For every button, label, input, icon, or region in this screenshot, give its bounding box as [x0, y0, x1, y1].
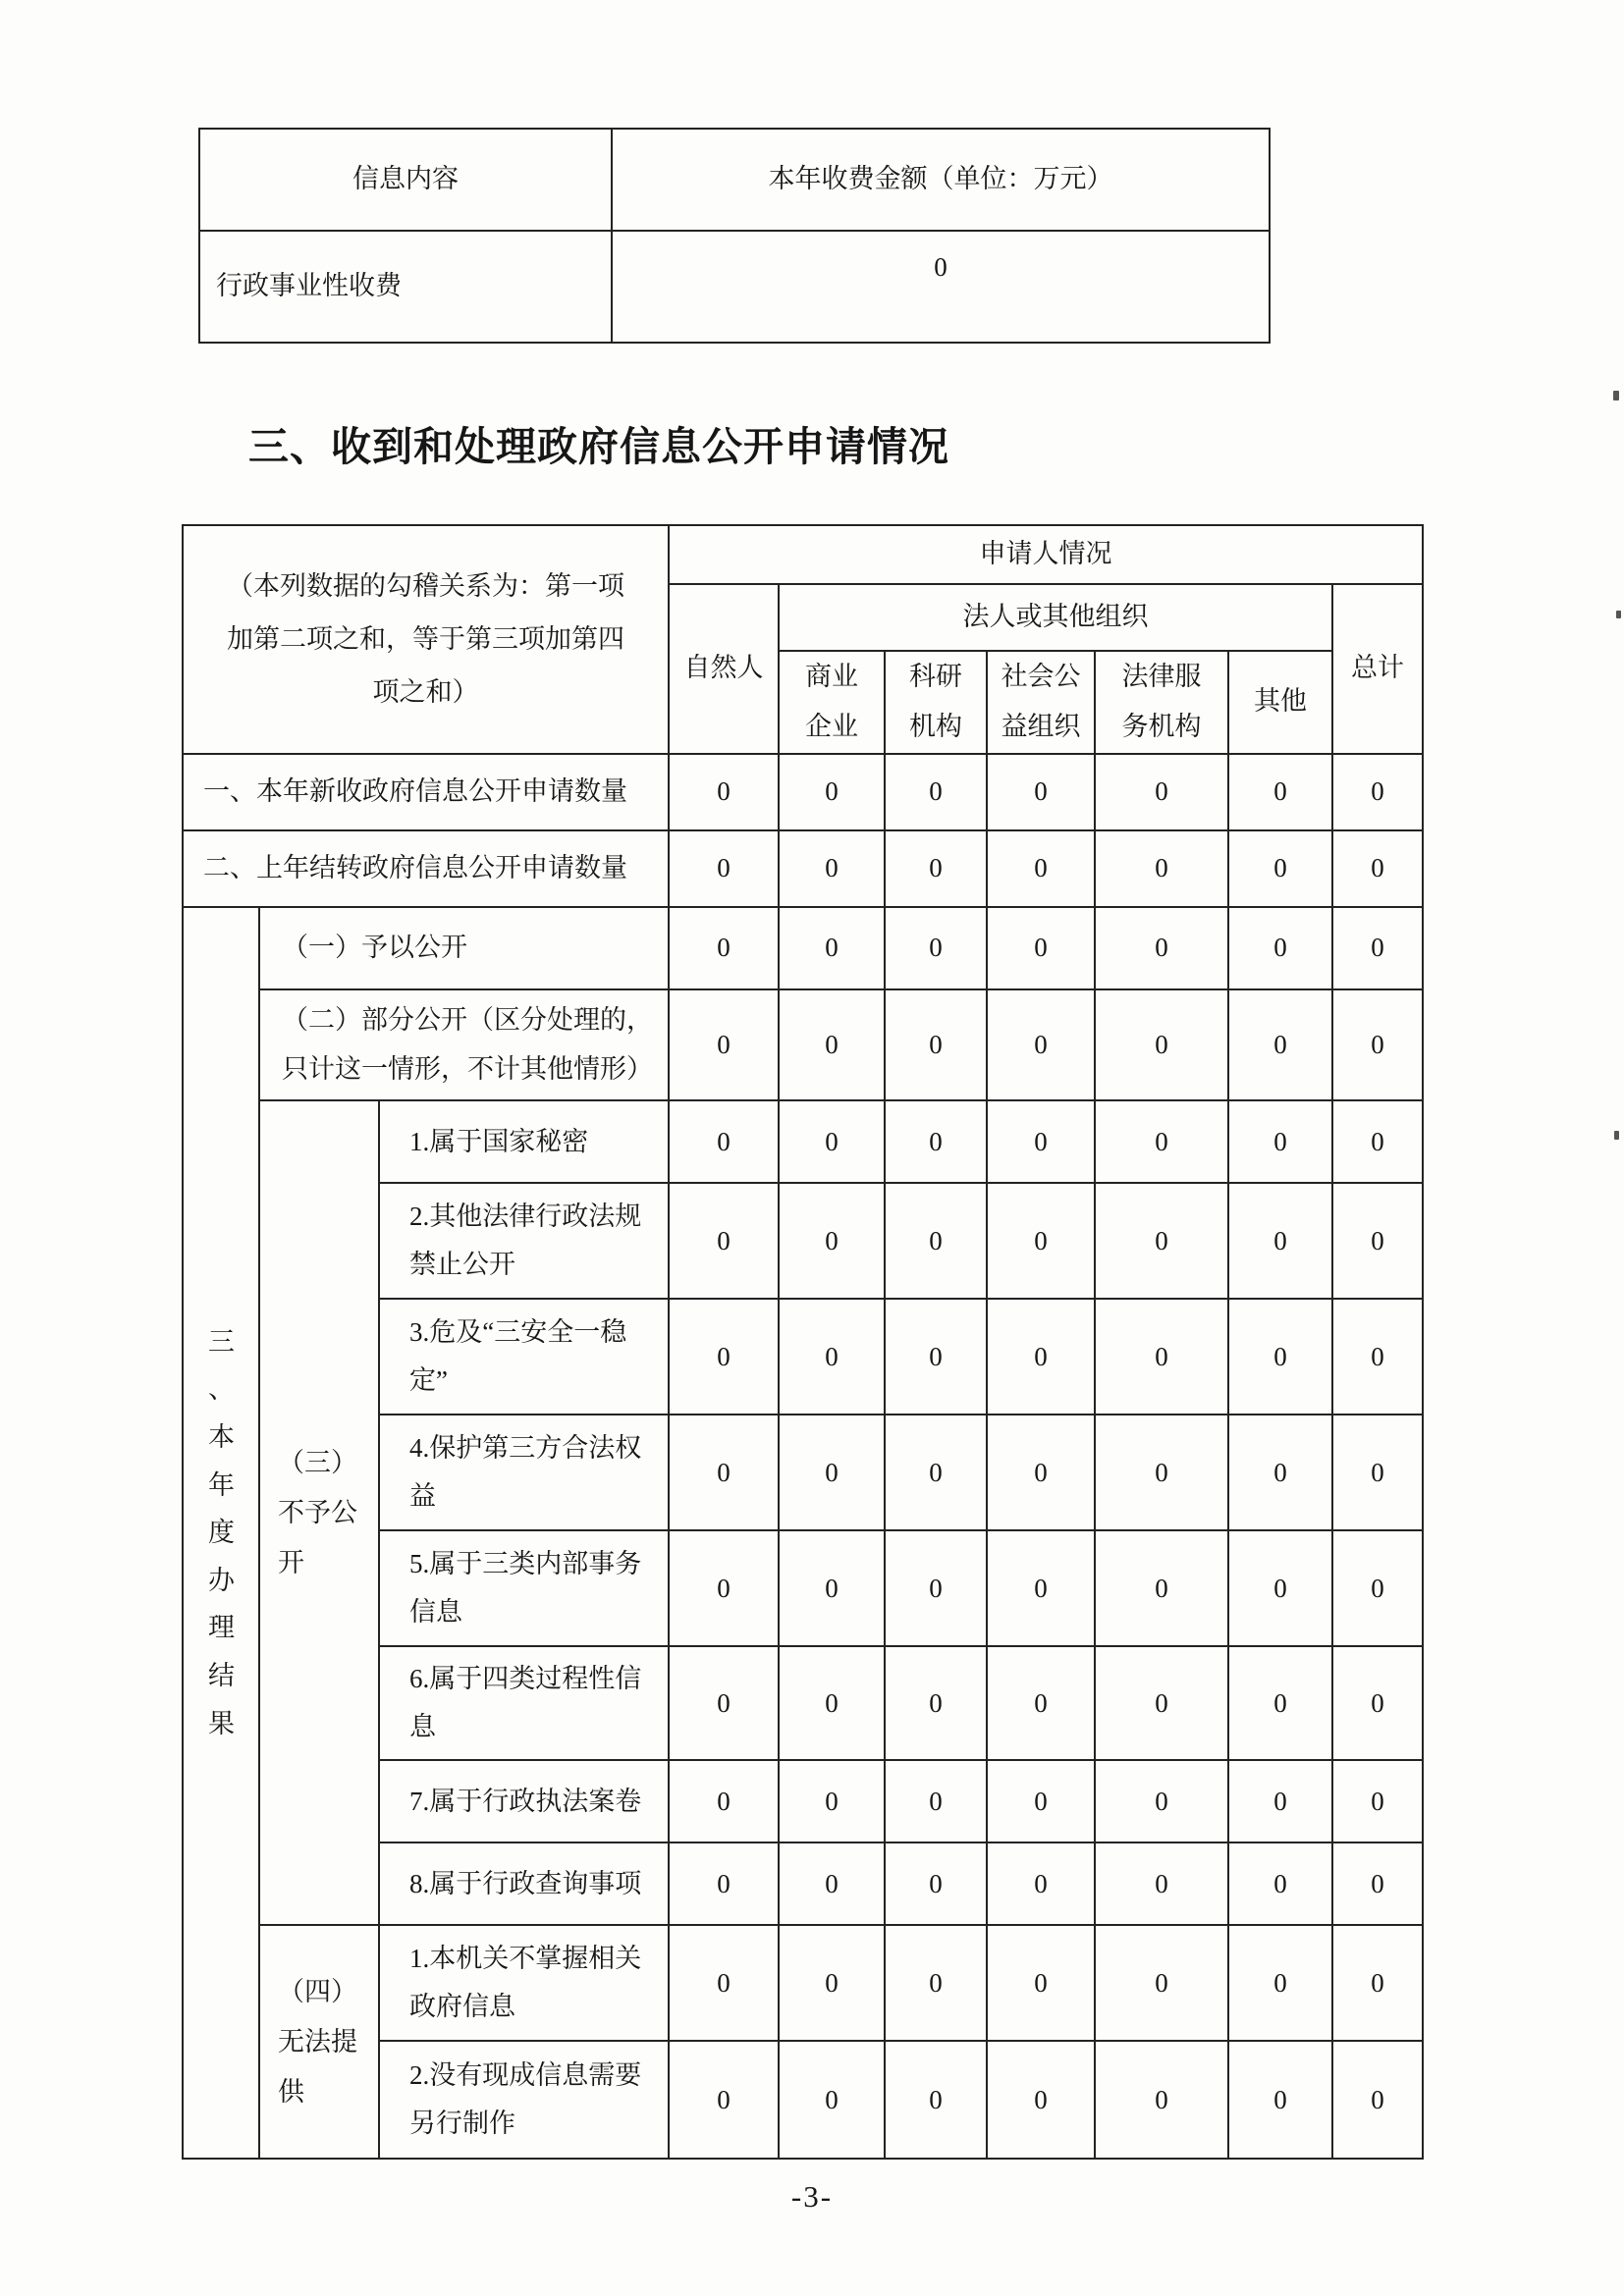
- value-cell: 0: [1228, 1530, 1332, 1646]
- section-heading: 三、收到和处理政府信息公开申请情况: [248, 424, 949, 469]
- value-cell: 0: [885, 2041, 987, 2159]
- value-cell: 0: [669, 1646, 779, 1760]
- value-cell: 0: [885, 1646, 987, 1760]
- value-cell: 0: [987, 1646, 1095, 1760]
- value-cell: 0: [669, 1842, 779, 1925]
- value-cell: 0: [1095, 1842, 1228, 1925]
- value-cell: 0: [987, 1100, 1095, 1183]
- value-cell: 0: [1095, 1925, 1228, 2041]
- scan-artifact: [1614, 1131, 1619, 1140]
- value-cell: 0: [779, 830, 885, 907]
- header-org-other: 其他: [1228, 651, 1332, 754]
- header-org-group: 法人或其他组织: [779, 584, 1332, 651]
- value-cell: 0: [779, 1842, 885, 1925]
- fee-row-label: 行政事业性收费: [199, 231, 612, 343]
- value-cell: 0: [1332, 1530, 1423, 1646]
- value-cell: 0: [1332, 1842, 1423, 1925]
- value-cell: 0: [669, 830, 779, 907]
- value-cell: 0: [1332, 1925, 1423, 2041]
- table-row: [183, 907, 1423, 989]
- value-cell: 0: [1228, 2041, 1332, 2159]
- header-org-commercial: 商业企业: [779, 651, 885, 754]
- value-cell: 0: [779, 1530, 885, 1646]
- row-label: 1.本机关不掌握相关政府信息: [379, 1925, 669, 2041]
- value-cell: 0: [1332, 989, 1423, 1101]
- value-cell: 0: [669, 1760, 779, 1842]
- row-label: （一）予以公开: [259, 907, 669, 989]
- value-cell: 0: [987, 1760, 1095, 1842]
- fee-header-row: [199, 129, 1270, 231]
- value-cell: 0: [669, 989, 779, 1101]
- value-cell: 0: [669, 754, 779, 830]
- row-label: 2.其他法律行政法规禁止公开: [379, 1183, 669, 1299]
- value-cell: 0: [669, 1183, 779, 1299]
- value-cell: 0: [1095, 830, 1228, 907]
- value-cell: 0: [885, 1183, 987, 1299]
- value-cell: 0: [779, 1646, 885, 1760]
- value-cell: 0: [987, 2041, 1095, 2159]
- value-cell: 0: [779, 1100, 885, 1183]
- value-cell: 0: [779, 2041, 885, 2159]
- value-cell: 0: [779, 989, 885, 1101]
- value-cell: 0: [1228, 830, 1332, 907]
- value-cell: 0: [885, 1925, 987, 2041]
- value-cell: 0: [669, 1299, 779, 1415]
- header-natural-person: 自然人: [669, 584, 779, 754]
- value-cell: 0: [1095, 1760, 1228, 1842]
- value-cell: 0: [987, 1415, 1095, 1530]
- value-cell: 0: [669, 907, 779, 989]
- value-cell: 0: [1228, 1925, 1332, 2041]
- value-cell: 0: [885, 1760, 987, 1842]
- fee-table: [198, 128, 1271, 344]
- value-cell: 0: [987, 989, 1095, 1101]
- value-cell: 0: [885, 1530, 987, 1646]
- header-org-legal-service: 法律服务机构: [1095, 651, 1228, 754]
- value-cell: 0: [1332, 1415, 1423, 1530]
- value-cell: 0: [987, 1530, 1095, 1646]
- value-cell: 0: [1228, 989, 1332, 1101]
- fee-data-row: [199, 231, 1270, 343]
- value-cell: 0: [1095, 907, 1228, 989]
- value-cell: 0: [779, 1925, 885, 2041]
- value-cell: 0: [1332, 1760, 1423, 1842]
- value-cell: 0: [1228, 907, 1332, 989]
- value-cell: 0: [779, 1183, 885, 1299]
- row-label: 一、本年新收政府信息公开申请数量: [183, 754, 669, 830]
- value-cell: 0: [1228, 1415, 1332, 1530]
- value-cell: 0: [1332, 907, 1423, 989]
- value-cell: 0: [669, 2041, 779, 2159]
- table-row: [183, 989, 1423, 1101]
- table-row: [183, 754, 1423, 830]
- value-cell: 0: [1332, 1646, 1423, 1760]
- header-total: 总计: [1332, 584, 1423, 754]
- value-cell: 0: [885, 830, 987, 907]
- value-cell: 0: [885, 1415, 987, 1530]
- value-cell: 0: [987, 830, 1095, 907]
- page-number: -3-: [790, 2179, 834, 2214]
- value-cell: 0: [987, 754, 1095, 830]
- value-cell: 0: [1095, 754, 1228, 830]
- value-cell: 0: [987, 1925, 1095, 2041]
- value-cell: 0: [987, 1299, 1095, 1415]
- section-vertical-label: 三、本年度办理结果: [183, 907, 259, 2160]
- value-cell: 0: [1332, 754, 1423, 830]
- value-cell: 0: [1095, 1415, 1228, 1530]
- value-cell: 0: [779, 907, 885, 989]
- request-table: [182, 524, 1424, 2160]
- row-label: （二）部分公开（区分处理的，只计这一情形，不计其他情形）: [259, 989, 669, 1101]
- fee-col-header-content: 信息内容: [199, 129, 612, 231]
- scan-artifact: [1616, 611, 1621, 618]
- value-cell: 0: [1332, 1183, 1423, 1299]
- row-label: 5.属于三类内部事务信息: [379, 1530, 669, 1646]
- group-label-not-disclosed: （三）不予公开: [259, 1100, 379, 1925]
- value-cell: 0: [885, 1842, 987, 1925]
- header-org-public-welfare: 社会公益组织: [987, 651, 1095, 754]
- row-label: 1.属于国家秘密: [379, 1100, 669, 1183]
- row-label: 8.属于行政查询事项: [379, 1842, 669, 1925]
- note-cell: （本列数据的勾稽关系为：第一项加第二项之和，等于第三项加第四项之和）: [183, 525, 669, 754]
- value-cell: 0: [779, 1299, 885, 1415]
- table-row: [183, 1100, 1423, 1183]
- row-label: 6.属于四类过程性信息: [379, 1646, 669, 1760]
- row-label: 二、上年结转政府信息公开申请数量: [183, 830, 669, 907]
- value-cell: 0: [1095, 2041, 1228, 2159]
- value-cell: 0: [1095, 1530, 1228, 1646]
- row-label: 7.属于行政执法案卷: [379, 1760, 669, 1842]
- value-cell: 0: [885, 754, 987, 830]
- value-cell: 0: [1228, 1842, 1332, 1925]
- value-cell: 0: [1228, 754, 1332, 830]
- value-cell: 0: [669, 1415, 779, 1530]
- value-cell: 0: [779, 1760, 885, 1842]
- table-row: [183, 830, 1423, 907]
- value-cell: 0: [1228, 1299, 1332, 1415]
- value-cell: 0: [885, 989, 987, 1101]
- value-cell: 0: [1332, 830, 1423, 907]
- row-label: 3.危及“三安全一稳定”: [379, 1299, 669, 1415]
- value-cell: 0: [987, 1183, 1095, 1299]
- row-label: 4.保护第三方合法权益: [379, 1415, 669, 1530]
- value-cell: 0: [779, 754, 885, 830]
- fee-row-value: 0: [612, 231, 1270, 343]
- table-row: [183, 1925, 1423, 2041]
- value-cell: 0: [885, 1100, 987, 1183]
- value-cell: 0: [987, 907, 1095, 989]
- value-cell: 0: [1095, 1183, 1228, 1299]
- value-cell: 0: [1095, 989, 1228, 1101]
- value-cell: 0: [779, 1415, 885, 1530]
- value-cell: 0: [1228, 1100, 1332, 1183]
- value-cell: 0: [669, 1925, 779, 2041]
- header-org-research: 科研机构: [885, 651, 987, 754]
- value-cell: 0: [1332, 1100, 1423, 1183]
- value-cell: 0: [669, 1530, 779, 1646]
- value-cell: 0: [1095, 1646, 1228, 1760]
- fee-col-header-amount: 本年收费金额（单位：万元）: [612, 129, 1270, 231]
- value-cell: 0: [1095, 1299, 1228, 1415]
- value-cell: 0: [1228, 1183, 1332, 1299]
- scan-artifact: [1613, 391, 1619, 400]
- value-cell: 0: [885, 1299, 987, 1415]
- value-cell: 0: [1228, 1760, 1332, 1842]
- group-label-unable-to-provide: （四）无法提供: [259, 1925, 379, 2159]
- header-applicant: 申请人情况: [669, 525, 1423, 584]
- value-cell: 0: [885, 907, 987, 989]
- value-cell: 0: [1332, 1299, 1423, 1415]
- value-cell: 0: [1228, 1646, 1332, 1760]
- value-cell: 0: [669, 1100, 779, 1183]
- value-cell: 0: [1332, 2041, 1423, 2159]
- value-cell: 0: [1095, 1100, 1228, 1183]
- row-label: 2.没有现成信息需要另行制作: [379, 2041, 669, 2159]
- value-cell: 0: [987, 1842, 1095, 1925]
